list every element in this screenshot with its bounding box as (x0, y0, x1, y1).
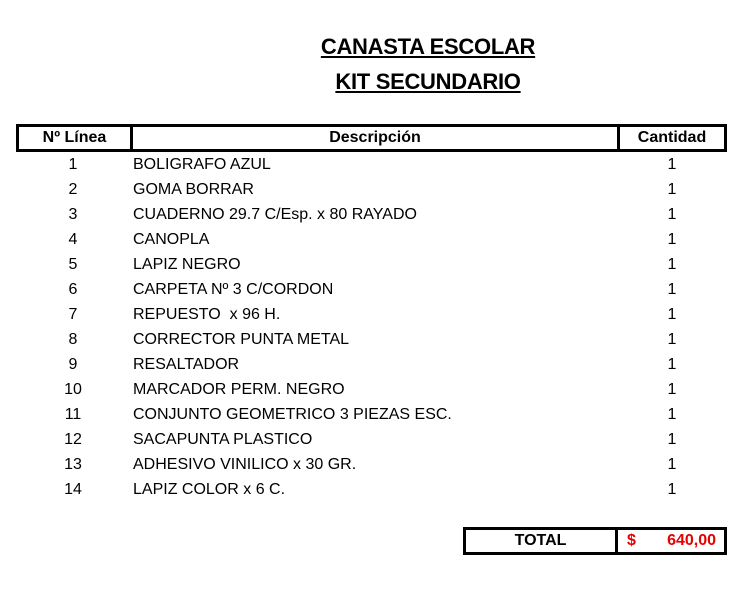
table-row (16, 352, 727, 377)
row-number: 13 (64, 455, 82, 473)
row-quantity: 1 (667, 430, 677, 448)
row-quantity: 1 (667, 455, 677, 473)
table-row (16, 277, 727, 302)
row-number: 1 (68, 155, 78, 173)
row-number: 8 (68, 330, 78, 348)
row-description: CORRECTOR PUNTA METAL (133, 330, 350, 348)
row-quantity: 1 (667, 480, 677, 498)
row-number: 2 (68, 180, 78, 198)
header-quantity: Cantidad (637, 129, 707, 146)
row-quantity: 1 (667, 205, 677, 223)
row-quantity: 1 (667, 255, 677, 273)
table-row (16, 427, 727, 452)
row-quantity: 1 (667, 405, 677, 423)
row-description: CUADERNO 29.7 C/Esp. x 80 RAYADO (133, 205, 417, 223)
table-row (16, 452, 727, 477)
row-number: 6 (68, 280, 78, 298)
row-quantity: 1 (667, 180, 677, 198)
row-number: 9 (68, 355, 78, 373)
table-row (16, 402, 727, 427)
table-row (16, 327, 727, 352)
total-label: TOTAL (466, 530, 618, 552)
row-quantity: 1 (667, 230, 677, 248)
total-box (463, 527, 727, 555)
row-number: 3 (68, 205, 78, 223)
document-subtitle: KIT SECUNDARIO (335, 69, 521, 94)
table-body (16, 152, 727, 502)
table-row (16, 227, 727, 252)
row-quantity: 1 (667, 380, 677, 398)
header-description: Descripción (133, 127, 620, 149)
table-row (16, 477, 727, 502)
row-description: LAPIZ NEGRO (133, 255, 241, 273)
row-description: GOMA BORRAR (133, 180, 254, 198)
row-description: SACAPUNTA PLASTICO (133, 430, 313, 448)
row-number: 11 (64, 405, 82, 423)
table-row (16, 177, 727, 202)
row-number: 10 (64, 380, 82, 398)
row-description: CANOPLA (133, 230, 210, 248)
row-description: LAPIZ COLOR x 6 C. (133, 480, 286, 498)
document-title: CANASTA ESCOLAR (320, 34, 536, 59)
row-description: MARCADOR PERM. NEGRO (133, 380, 345, 398)
total-amount: 640,00 (667, 532, 716, 549)
table-header (16, 124, 727, 152)
row-quantity: 1 (667, 155, 677, 173)
row-number: 4 (68, 230, 78, 248)
row-description: BOLIGRAFO AZUL (133, 155, 271, 173)
header-line-number: Nº Línea (19, 127, 133, 149)
row-number: 7 (68, 305, 78, 323)
table-row (16, 252, 727, 277)
row-description: CARPETA Nº 3 C/CORDON (133, 280, 334, 298)
table-row (16, 202, 727, 227)
row-description: RESALTADOR (133, 355, 240, 373)
row-quantity: 1 (667, 305, 677, 323)
row-number: 14 (64, 480, 82, 498)
row-description: REPUESTO x 96 H. (133, 305, 281, 323)
table-row (16, 377, 727, 402)
table-row (16, 152, 727, 177)
row-number: 5 (68, 255, 78, 273)
total-value (618, 530, 724, 552)
row-quantity: 1 (667, 280, 677, 298)
row-description: ADHESIVO VINILICO x 30 GR. (133, 455, 357, 473)
total-currency: $ (627, 532, 636, 549)
table-row (16, 302, 727, 327)
row-description: CONJUNTO GEOMETRICO 3 PIEZAS ESC. (133, 405, 452, 423)
row-quantity: 1 (667, 330, 677, 348)
row-number: 12 (64, 430, 82, 448)
row-quantity: 1 (667, 355, 677, 373)
